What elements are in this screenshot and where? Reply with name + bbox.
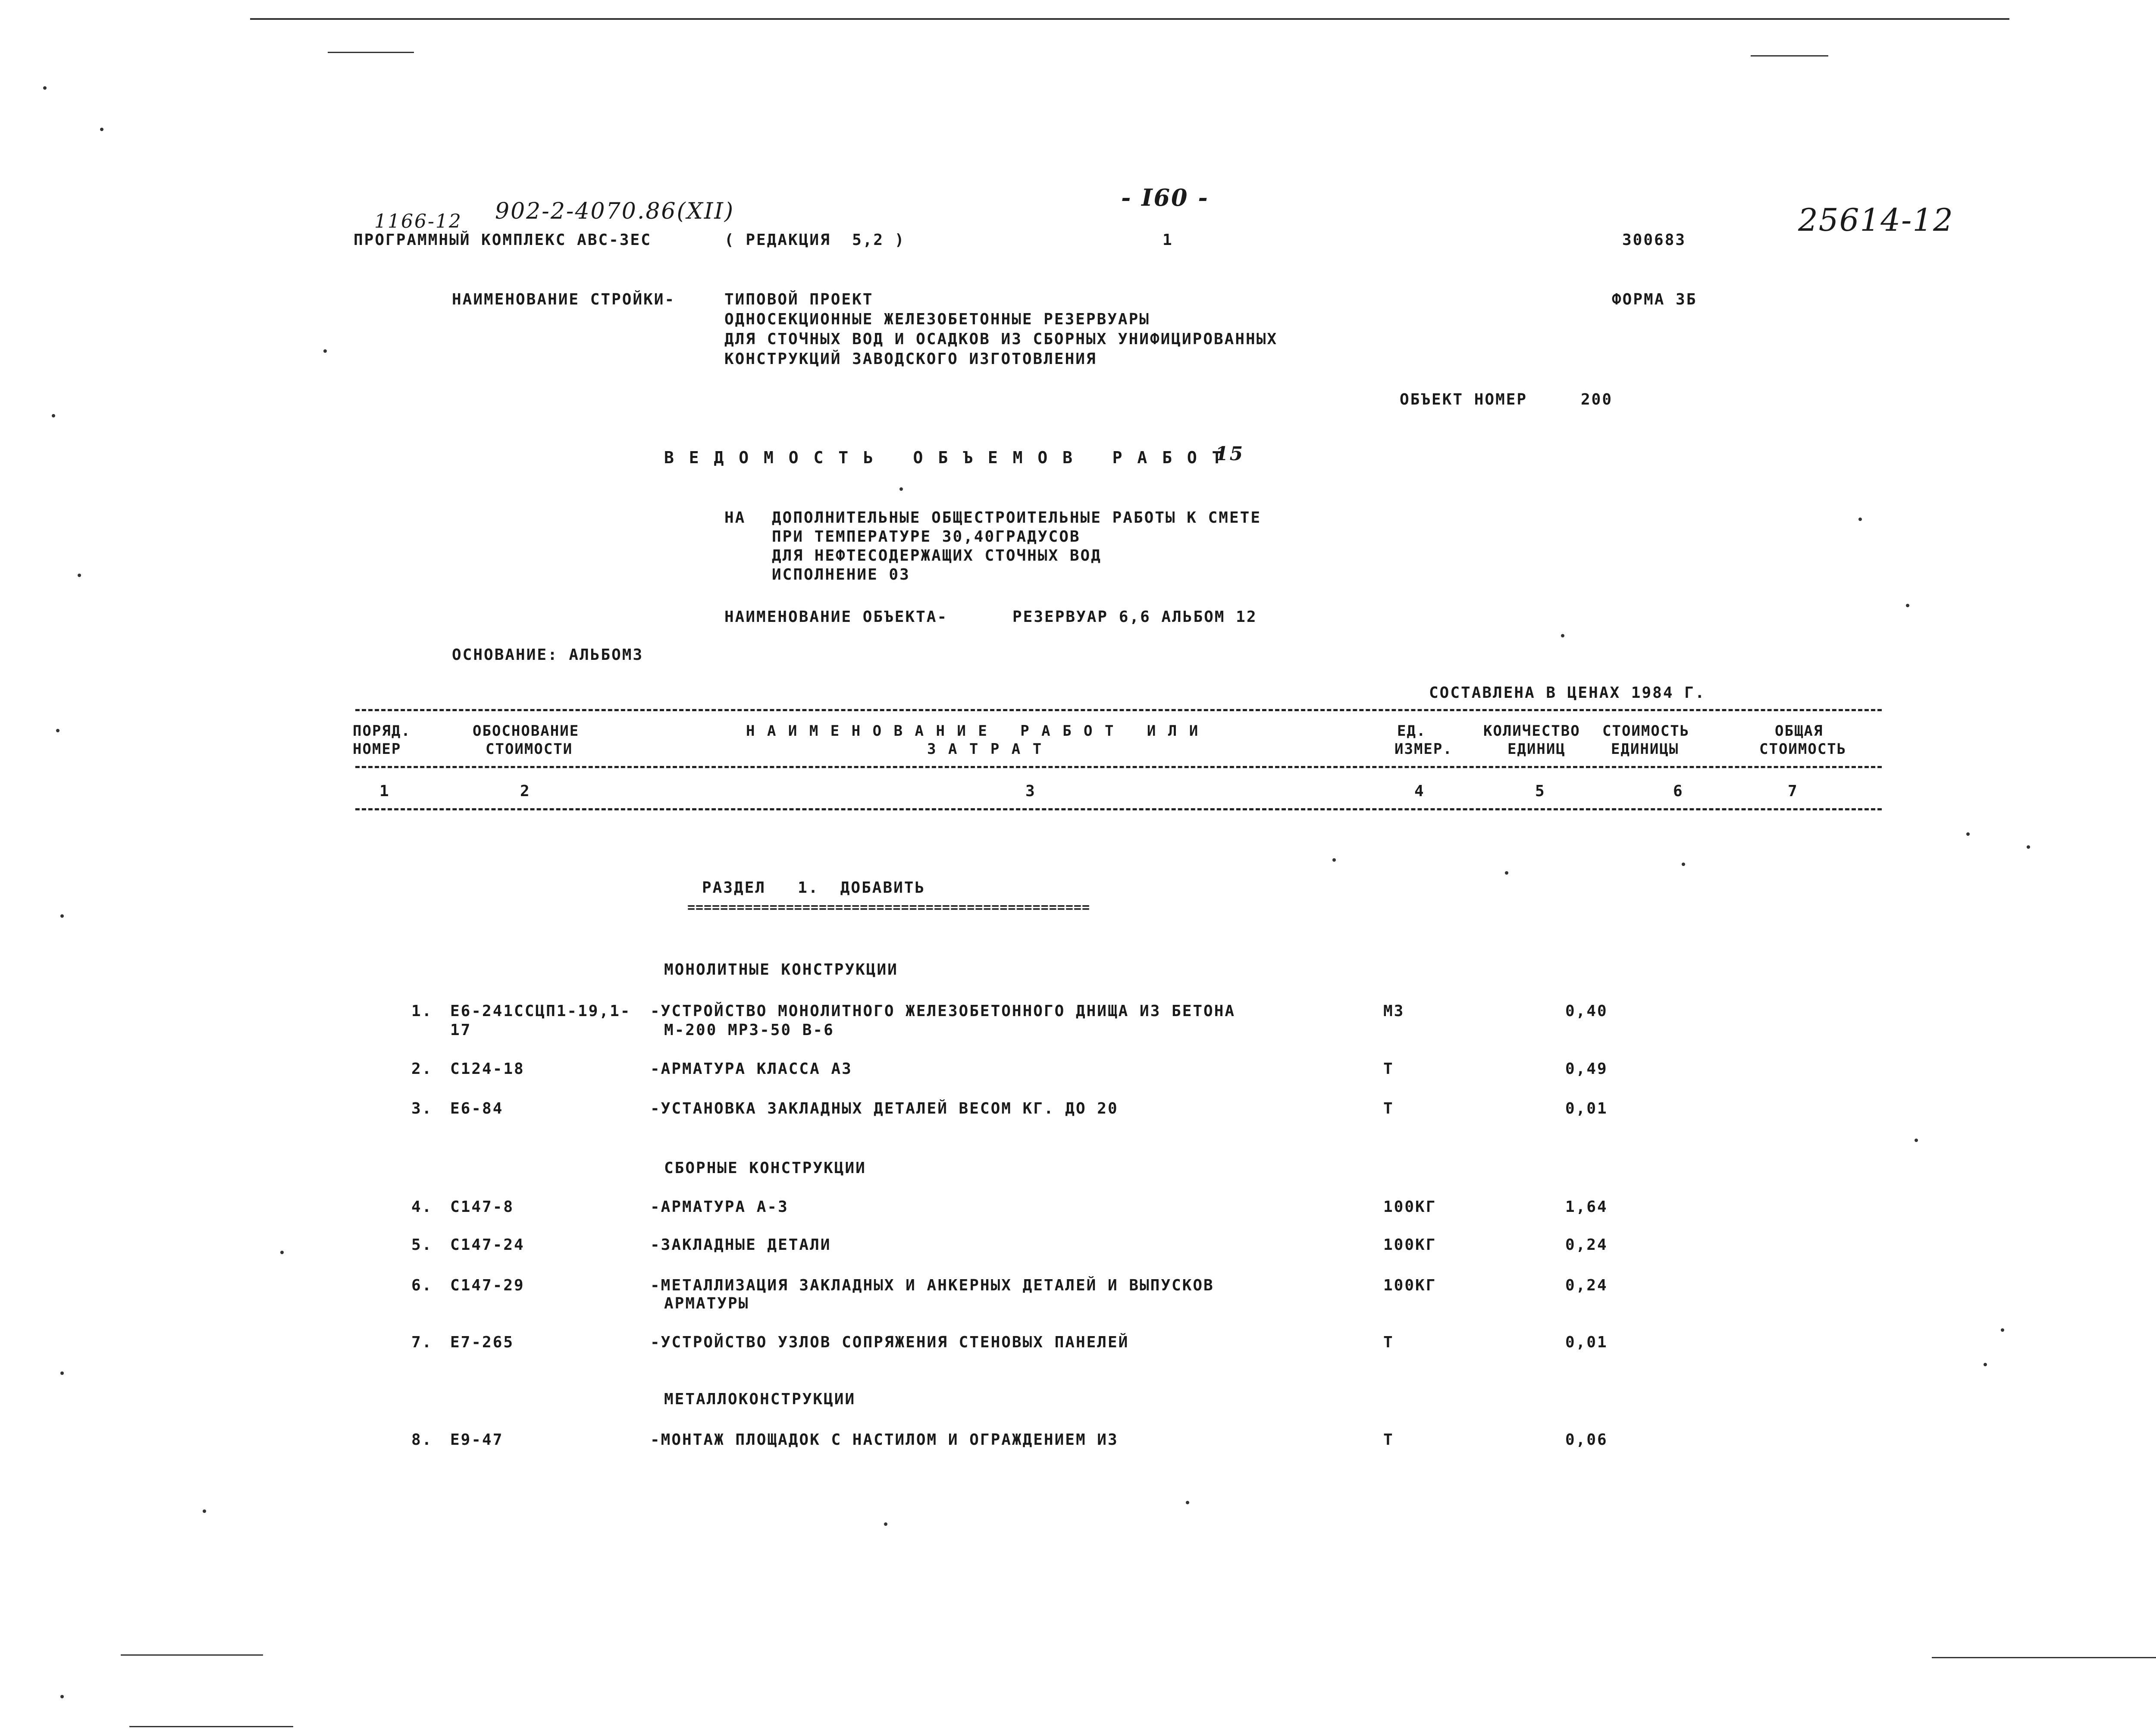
col7-header-line2: СТОИМОСТЬ <box>1759 740 1847 758</box>
col-number-4: 4 <box>1414 782 1425 800</box>
scan-speck <box>1186 1501 1189 1504</box>
scan-speck <box>1332 858 1336 862</box>
col6-header-line2: ЕДИНИЦЫ <box>1611 740 1679 758</box>
row-unit: 100КГ <box>1383 1277 1437 1294</box>
col-number-5: 5 <box>1535 782 1546 800</box>
construction-label: НАИМЕНОВАНИЕ СТРОЙКИ- <box>452 291 676 308</box>
top-edge-line-right <box>1751 55 1828 56</box>
basis: ОСНОВАНИЕ: АЛЬБОМЗ <box>452 646 644 664</box>
row-number: 5. <box>411 1236 433 1254</box>
row-name: -УСТАНОВКА ЗАКЛАДНЫХ ДЕТАЛЕЙ ВЕСОМ КГ. ДО 20 <box>650 1100 1119 1117</box>
col-number-6: 6 <box>1673 782 1684 800</box>
col3-header-line1: Н А И М Е Н О В А Н И Е Р А Б О Т И Л И <box>746 722 1200 740</box>
scan-speck <box>78 574 81 577</box>
scan-speck <box>1858 518 1862 521</box>
scan-speck <box>203 1509 206 1513</box>
scan-speck <box>280 1251 284 1254</box>
row-number: 3. <box>411 1100 433 1117</box>
construction-line-2: ОДНОСЕКЦИОННЫЕ ЖЕЛЕЗОБЕТОННЫЕ РЕЗЕРВУАРЫ <box>724 311 1150 328</box>
col7-header-line1: ОБЩАЯ <box>1775 722 1824 740</box>
row-unit: 100КГ <box>1383 1236 1437 1254</box>
scan-speck <box>323 349 327 353</box>
col2-header-line1: ОБОСНОВАНИЕ <box>473 722 580 740</box>
top-edge-line-short <box>328 52 414 53</box>
purpose-prefix: НА <box>724 509 746 527</box>
handwritten-ref-left: 1166-12 <box>374 210 462 232</box>
scan-speck <box>60 1695 64 1698</box>
scan-speck <box>1682 863 1685 866</box>
col-number-2: 2 <box>520 782 531 800</box>
edition: ( РЕДАКЦИЯ 5,2 ) <box>724 231 906 249</box>
col5-header-line1: КОЛИЧЕСТВО <box>1483 722 1580 740</box>
row-unit: Т <box>1383 1100 1394 1117</box>
table-top-border <box>355 709 1882 711</box>
scan-speck <box>60 914 64 918</box>
row-name-cont: АРМАТУРЫ <box>664 1295 749 1312</box>
scan-speck <box>2027 845 2030 849</box>
scan-speck <box>1915 1139 1918 1142</box>
row-code: С147-8 <box>450 1198 514 1216</box>
col6-header-line1: СТОИМОСТЬ <box>1602 722 1690 740</box>
table-numbers-separator <box>355 808 1882 810</box>
row-name: -МОНТАЖ ПЛОЩАДОК С НАСТИЛОМ И ОГРАЖДЕНИЕМ ИЗ <box>650 1431 1119 1449</box>
col5-header-line2: ЕДИНИЦ <box>1507 740 1566 758</box>
row-unit: Т <box>1383 1431 1394 1449</box>
scan-speck <box>899 487 903 491</box>
scan-speck <box>1966 832 1970 836</box>
col1-header-line2: НОМЕР <box>353 740 401 758</box>
row-unit: М3 <box>1383 1002 1405 1020</box>
col-number-7: 7 <box>1788 782 1799 800</box>
object-name-label: НАИМЕНОВАНИЕ ОБЪЕКТА- <box>724 608 948 626</box>
row-name: -АРМАТУРА А-3 <box>650 1198 789 1216</box>
col3-header-line2: З А Т Р А Т <box>927 740 1044 758</box>
scan-speck <box>2001 1328 2004 1332</box>
scan-speck <box>52 414 55 417</box>
row-name: -ЗАКЛАДНЫЕ ДЕТАЛИ <box>650 1236 831 1254</box>
construction-line-3: ДЛЯ СТОЧНЫХ ВОД И ОСАДКОВ ИЗ СБОРНЫХ УНИФИЦИРОВАННЫХ <box>724 330 1278 348</box>
scan-speck <box>1984 1363 1987 1366</box>
header-page: 1 <box>1163 231 1173 249</box>
row-quantity: 0,01 <box>1565 1100 1608 1117</box>
object-number-label: ОБЪЕКТ НОМЕР <box>1400 391 1528 408</box>
row-unit: 100КГ <box>1383 1198 1437 1216</box>
construction-line-1: ТИПОВОЙ ПРОЕКТ <box>724 291 874 308</box>
group-title-precast: СБОРНЫЕ КОНСТРУКЦИИ <box>664 1159 866 1177</box>
group-title-monolithic: МОНОЛИТНЫЕ КОНСТРУКЦИИ <box>664 961 898 979</box>
row-number: 4. <box>411 1198 433 1216</box>
scan-speck <box>100 128 103 131</box>
statement-number: 15 <box>1215 443 1244 465</box>
row-code: С147-29 <box>450 1277 525 1294</box>
col4-header-line1: ЕД. <box>1397 722 1426 740</box>
row-quantity: 0,24 <box>1565 1236 1608 1254</box>
row-name: -УСТРОЙСТВО МОНОЛИТНОГО ЖЕЛЕЗОБЕТОННОГО ДНИЩА ИЗ БЕТОНА <box>650 1002 1236 1020</box>
handwritten-ref-right: 25614-12 <box>1798 202 1954 238</box>
row-name-cont: М-200 МРЗ-50 В-6 <box>664 1021 834 1039</box>
purpose-line-3: ДЛЯ НЕФТЕСОДЕРЖАЩИХ СТОЧНЫХ ВОД <box>772 547 1102 565</box>
col-number-3: 3 <box>1025 782 1036 800</box>
row-quantity: 0,49 <box>1565 1060 1608 1078</box>
scan-speck <box>60 1371 64 1375</box>
header-code: 300683 <box>1622 231 1686 249</box>
form-label: ФОРМА 3Б <box>1612 291 1697 308</box>
scan-speck <box>1906 604 1909 607</box>
row-code: С147-24 <box>450 1236 525 1254</box>
row-code: С124-18 <box>450 1060 525 1078</box>
scan-speck <box>1505 871 1508 875</box>
scan-speck <box>884 1522 887 1526</box>
col1-header-line1: ПОРЯД. <box>353 722 411 740</box>
row-quantity: 1,64 <box>1565 1198 1608 1216</box>
row-code-cont: 17 <box>450 1021 472 1039</box>
row-code: Е6-84 <box>450 1100 504 1117</box>
bottom-corner-line <box>129 1726 293 1727</box>
row-name: -МЕТАЛЛИЗАЦИЯ ЗАКЛАДНЫХ И АНКЕРНЫХ ДЕТАЛЕЙ И ВЫПУСКОВ <box>650 1277 1214 1294</box>
purpose-line-1: ДОПОЛНИТЕЛЬНЫЕ ОБЩЕСТРОИТЕЛЬНЫЕ РАБОТЫ К СМЕТЕ <box>772 509 1261 527</box>
row-code: Е9-47 <box>450 1431 504 1449</box>
handwritten-project-ref: 902-2-4070.86(XII) <box>495 198 735 224</box>
row-number: 8. <box>411 1431 433 1449</box>
row-unit: Т <box>1383 1334 1394 1351</box>
col-number-1: 1 <box>379 782 390 800</box>
row-number: 6. <box>411 1277 433 1294</box>
row-name: -АРМАТУРА КЛАССА А3 <box>650 1060 852 1078</box>
bottom-edge-line-left <box>121 1654 263 1656</box>
row-quantity: 0,40 <box>1565 1002 1608 1020</box>
row-quantity: 0,24 <box>1565 1277 1608 1294</box>
page-number: - I60 - <box>1121 184 1209 211</box>
object-number-value: 200 <box>1581 391 1613 408</box>
row-name: -УСТРОЙСТВО УЗЛОВ СОПРЯЖЕНИЯ СТЕНОВЫХ ПАНЕЛЕЙ <box>650 1334 1129 1351</box>
group-title-metal: МЕТАЛЛОКОНСТРУКЦИИ <box>664 1390 856 1408</box>
object-name-value: РЕЗЕРВУАР 6,6 АЛЬБОМ 12 <box>1012 608 1257 626</box>
row-number: 1. <box>411 1002 433 1020</box>
statement-title: В Е Д О М О С Т Ь О Б Ъ Е М О В Р А Б О Т <box>664 448 1225 467</box>
row-code: Е6-241ССЦП1-19,1- <box>450 1002 631 1020</box>
row-number: 2. <box>411 1060 433 1078</box>
program-name: ПРОГРАММНЫЙ КОМПЛЕКС АВС-ЗЕС <box>354 231 652 249</box>
col4-header-line2: ИЗМЕР. <box>1395 740 1453 758</box>
construction-line-4: КОНСТРУКЦИЙ ЗАВОДСКОГО ИЗГОТОВЛЕНИЯ <box>724 350 1097 368</box>
col2-header-line2: СТОИМОСТИ <box>486 740 573 758</box>
row-code: Е7-265 <box>450 1334 514 1351</box>
purpose-line-2: ПРИ ТЕМПЕРАТУРЕ 30,40ГРАДУСОВ <box>772 528 1081 546</box>
prices-note: СОСТАВЛЕНА В ЦЕНАХ 1984 Г. <box>1429 684 1706 702</box>
table-header-separator <box>355 766 1882 768</box>
row-quantity: 0,01 <box>1565 1334 1608 1351</box>
bottom-edge-line-right <box>1932 1657 2156 1658</box>
scan-speck <box>56 729 60 732</box>
row-number: 7. <box>411 1334 433 1351</box>
scan-speck <box>43 86 47 90</box>
top-edge-line <box>250 18 2009 20</box>
scan-speck <box>1561 634 1564 637</box>
row-quantity: 0,06 <box>1565 1431 1608 1449</box>
section-title: РАЗДЕЛ 1. ДОБАВИТЬ <box>702 879 926 897</box>
row-unit: Т <box>1383 1060 1394 1078</box>
purpose-line-4: ИСПОЛНЕНИЕ 03 <box>772 566 910 584</box>
section-underline: ================================================= <box>687 901 1091 914</box>
